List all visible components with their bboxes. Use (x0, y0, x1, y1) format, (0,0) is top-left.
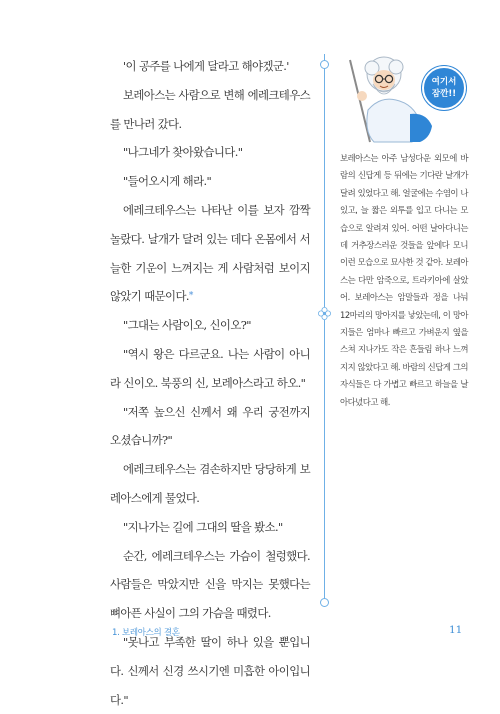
paragraph-text: 에레크테우스는 겸손하지만 당당하게 보레아스에게 물었다. (110, 462, 310, 505)
paragraph-text: "역시 왕은 다르군요. 나는 사람이 아니라 신이오. 북풍의 신, 보레아스라고 하오." (110, 346, 310, 390)
paragraph (110, 398, 310, 456)
paragraph-text: 에레크테우스는 나타난 이를 보자 깜짝 놀랐다. 날개가 달려 있는 데다 온몸에서 서늘한 기운이 느껴지는 게 사람처럼 보이지 않았기 때문이다. (110, 202, 310, 304)
paragraph (110, 138, 310, 167)
paragraph (110, 196, 310, 311)
badge-line: 여기서 (431, 77, 457, 87)
paragraph-text: "들어오시게 해라." (123, 174, 212, 189)
paragraph-text: 순간, 에레크테우스는 가슴이 철렁했다. 사람들은 막았지만 신을 막지는 못했다는 뼈아픈 사실이 그의 가슴을 때렸다. (110, 548, 310, 621)
footnote-marker: * (188, 291, 193, 302)
paragraph (110, 340, 310, 398)
aside-badge (422, 66, 466, 110)
badge-line: 잠깐!! (431, 89, 457, 99)
flower-ornament-icon (318, 307, 331, 320)
divider-dot (320, 60, 329, 69)
paragraph (110, 167, 310, 196)
paragraph-text: "지나가는 길에 그대의 딸을 봤소." (123, 519, 283, 534)
paragraph (110, 311, 310, 340)
paragraph-text: "나그네가 찾아왔습니다." (123, 145, 243, 160)
paragraph (110, 513, 310, 542)
main-text-column (110, 52, 310, 714)
sidebar-note: 보레아스는 아주 남성다운 외모에 바람의 신답게 등 뒤에는 기다란 날개가 달려 있었다고 해. 얼굴에는 수염이 나 있고, 늘 짧은 외투를 입고 다니는 모습으로 알려져 있어. 어떤 날아다니는 데 거추장스러운 것들을 앞에다 모니 이런 모습으로 묘사한 것 같아. 보레아스는 다만 암죽으로, 트라키아에 살았어. 보레아스는 암말들과 정을 나눠 12마리의 망아지를 낳았는데, 이 망아지들은 엄마나 빠르고 가벼운지 옆을 스쳐 지나가도 작은 흔들림 하나 느껴지지 않았다고 해. 바람의 신답게 그의 자식들은 다 가볍고 빠르고 하늘을 날아다녔다고 해. (340, 153, 468, 407)
paragraph-text: "저쪽 높으신 신께서 왜 우리 궁전까지 오셨습니까?" (110, 404, 310, 448)
paragraph (110, 455, 310, 513)
paragraph (110, 52, 310, 81)
page-number: 11 (449, 624, 463, 636)
paragraph-text: '이 공주를 나에게 달라고 해야겠군.' (123, 59, 289, 73)
paragraph-text: "그대는 사람이오, 신이오?" (123, 318, 251, 333)
paragraph (110, 81, 310, 139)
paragraph (110, 542, 310, 628)
chapter-title: 1. 보레아스의 결혼 (112, 628, 180, 638)
sidebar-divider (324, 54, 325, 602)
paragraph-text: 보레아스는 사람으로 변해 에레크테우스를 만나러 갔다. (110, 87, 310, 131)
paragraph (110, 628, 310, 714)
divider-dot (320, 598, 329, 607)
paragraph-text: "못나고 부족한 딸이 하나 있을 뿐입니다. 신께서 신경 쓰시기엔 미흡한 아이입니다." (110, 634, 310, 707)
